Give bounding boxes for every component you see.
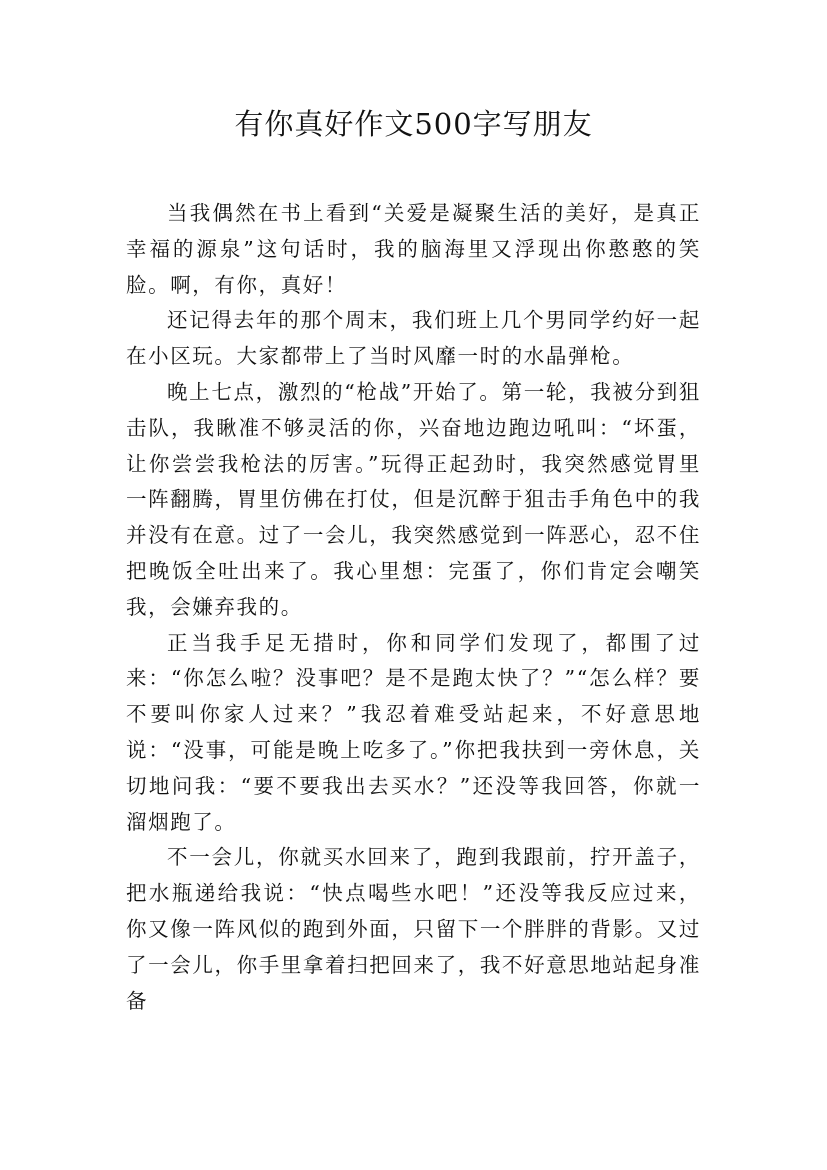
paragraph-4: 正当我手足无措时，你和同学们发现了，都围了过来：“你怎么啦？没事吧？是不是跑太快了？”“怎么样？要不要叫你家人过来？”我忍着难受站起来，不好意思地说：“没事，可能是晚上吃多了。”你把我扶到一旁休息，关切地问我：“要不要我出去买水？”还没等我回答，你就一溜烟跑了。 (126, 630, 701, 834)
paragraph-5: 不一会儿，你就买水回来了，跑到我跟前，拧开盖子，把水瓶递给我说：“快点喝些水吧！”还没等我反应过来，你又像一阵风似的跑到外面，只留下一个胖胖的背影。又过了一会儿，你手里拿着扫把回来了，我不好意思地站起身准备 (126, 845, 701, 1013)
paragraph-1: 当我偶然在书上看到“关爱是凝聚生活的美好，是真正幸福的源泉”这句话时，我的脑海里又浮现出你憨憨的笑脸。啊，有你，真好！ (126, 201, 701, 297)
document-title: 有你真好作文500字写朋友 (234, 107, 593, 141)
document-body (126, 196, 701, 1019)
paragraph-2: 还记得去年的那个周末，我们班上几个男同学约好一起在小区玩。大家都带上了当时风靡一时的水晶弹枪。 (126, 308, 701, 369)
paragraph-3: 晚上七点，激烈的“枪战”开始了。第一轮，我被分到狙击队，我瞅准不够灵活的你，兴奋地边跑边吼叫：“坏蛋，让你尝尝我枪法的厉害。”玩得正起劲时，我突然感觉胃里一阵翻腾，胃里仿佛在打仗，但是沉醉于狙击手角色中的我并没有在意。过了一会儿，我突然感觉到一阵恶心，忍不住把晚饭全吐出来了。我心里想：完蛋了，你们肯定会嘲笑我，会嫌弃我的。 (126, 379, 701, 619)
